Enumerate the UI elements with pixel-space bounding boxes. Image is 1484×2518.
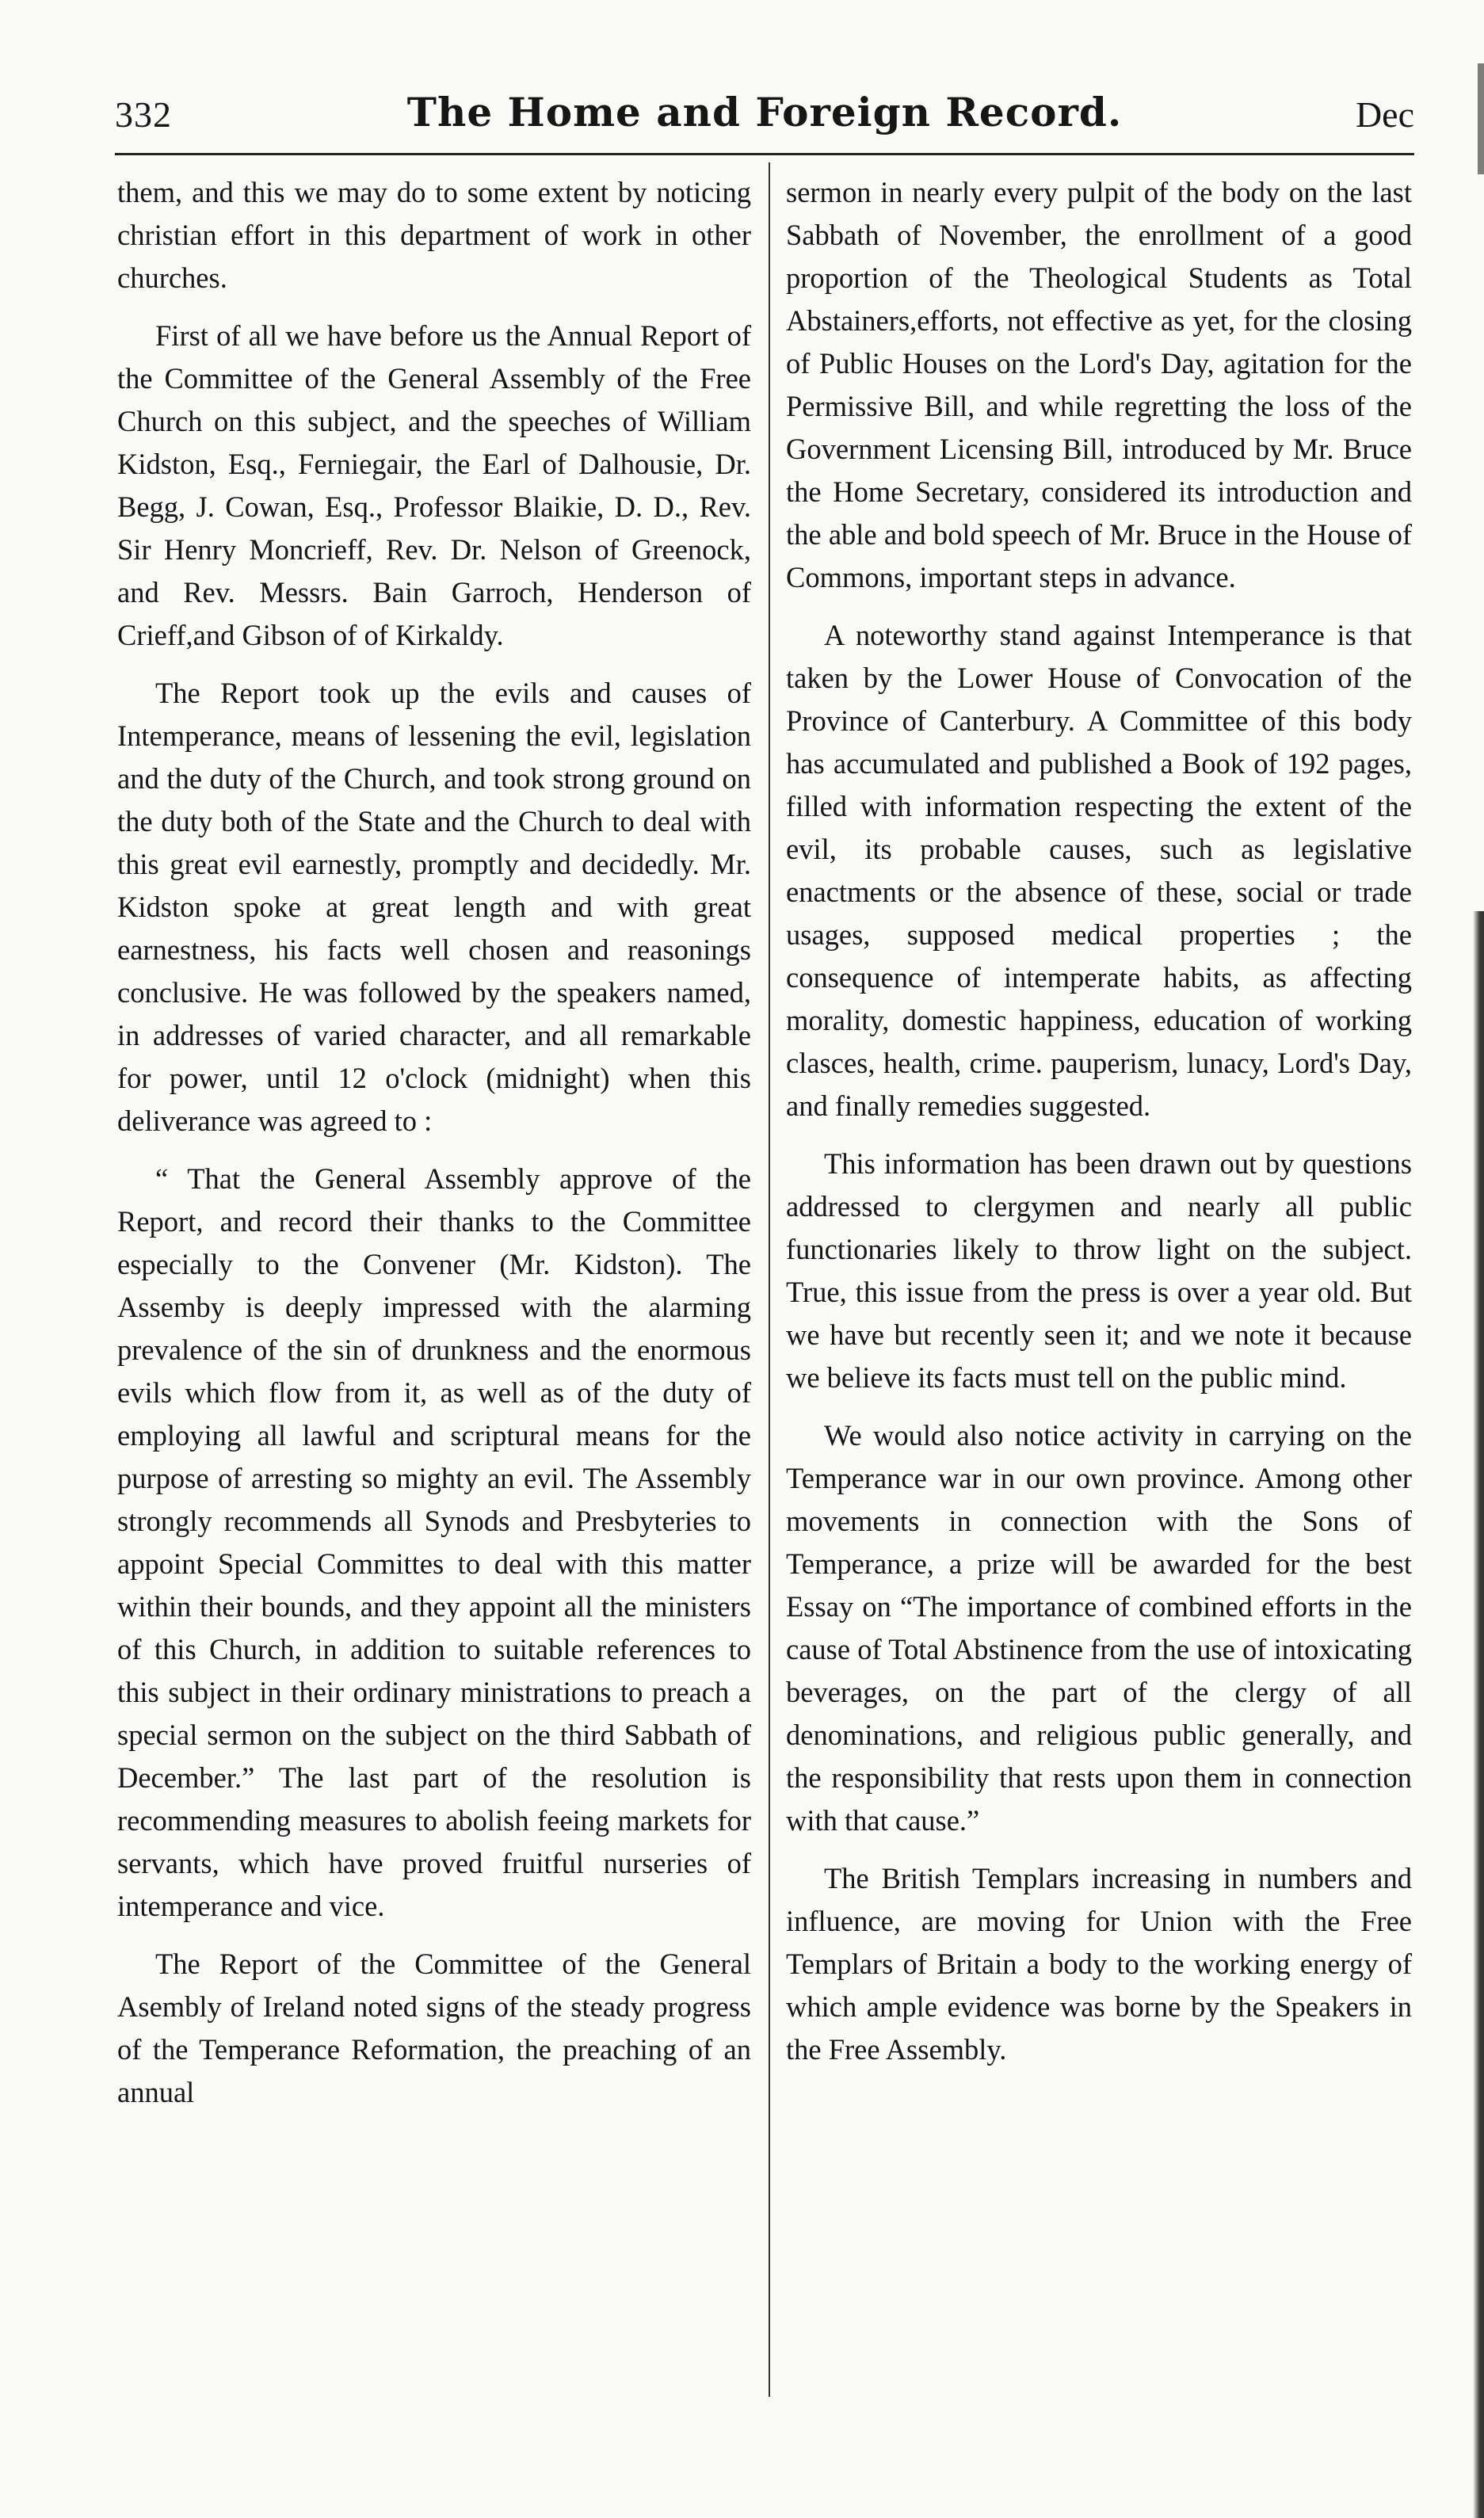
paragraph: The Report of the Committee of the General Asembly of Ireland noted signs of the steady progress of the Temperance Reformation, the preaching of an annual — [117, 1948, 751, 2108]
scan-edge-artifact — [1478, 63, 1484, 174]
paragraph: A noteworthy stand against Intemperance is that taken by the Lower House of Convocation of the Province of Canterbury. A Committee of this body has accumulated and published a Book of 192 pages, filled with information respecting the extent of the evil, its probable causes, such as legislative enactments or the absence of these, social or trade usages, supposed medical properties ; the consequence of intemperate habits, as affecting morality, domestic happiness, education of working clasces, health, crime. pauperism, lunacy, Lord's Day, and finally remedies suggested. — [786, 619, 1412, 1122]
paragraph: We would also notice activity in carrying on the Temperance war in our own province. Among other movements in connection with the Sons of Temperance, a prize will be awarded for the best Essay on “The importance of combined efforts in the cause of Total Abstinence from the use of intoxicating beverages, on the part of the clergy of all denominations, and religious public generally, and the responsibility that rests upon them in connection with that cause.” — [786, 1419, 1412, 1837]
page-header — [115, 89, 1414, 149]
scan-edge-artifact — [1473, 911, 1484, 2518]
right-column — [786, 171, 1412, 2086]
paragraph: sermon in nearly every pulpit of the body on the last Sabbath of November, the enrollment of a good proportion of the Theological Students as Total Abstainers,efforts, not effective as yet, for the closing of Public Houses on the Lord's Day, agitation for the Permissive Bill, and while regretting the loss of the Government Licensing Bill, introduced by Mr. Bruce the Home Secretary, considered its introduction and the able and bold speech of Mr. Bruce in the House of Commons, important steps in advance. — [786, 176, 1412, 593]
paragraph: them, and this we may do to some extent by noticing christian effort in this department of work in other churches. — [117, 176, 751, 294]
column-divider — [769, 162, 770, 2397]
left-column — [117, 171, 751, 2129]
header-rule — [115, 153, 1414, 155]
paragraph: The British Templars increasing in numbers and influence, are moving for Union with the Free Templars of Britain a body to the working energy of which ample evidence was borne by the Speakers in the Free Assembly. — [786, 1862, 1412, 2066]
paragraph: The Report took up the evils and causes of Intemperance, means of lessening the evil, legislation and the duty of the Church, and took strong ground on the duty both of the State and the Church to deal with this great evil earnestly, promptly and decidedly. Mr. Kidston spoke at great length and with great earnestness, his facts well chosen and reasonings conclusive. He was followed by the speakers named, in addresses of varied character, and all remarkable for power, until 12 o'clock (midnight) when this deliverance was agreed to : — [117, 677, 751, 1137]
paragraph: This information has been drawn out by questions addressed to clergymen and nearly all public functionaries likely to throw light on the subject. True, this issue from the press is over a year old. But we have but recently seen it; and we note it because we believe its facts must tell on the public mind. — [786, 1147, 1412, 1394]
header-month: Dec — [1355, 94, 1414, 135]
page-number: 332 — [115, 94, 172, 135]
paragraph: First of all we have before us the Annual Report of the Committee of the General Assembly of the Free Church on this subject, and the speeches of William Kidston, Esq., Ferniegair, the Earl of Dalhousie, Dr. Begg, J. Cowan, Esq., Professor Blaikie, D. D., Rev. Sir Henry Moncrieff, Rev. Dr. Nelson of Greenock, and Rev. Messrs. Bain Garroch, Henderson of Crieff,and Gibson of of Kirkaldy. — [117, 319, 751, 651]
quoted-resolution: “ That the General Assembly approve of the Report, and record their thanks to the Committee especially to the Convener (Mr. Kidston). The Assemby is deeply impressed with the alarming prevalence of the sin of drunkness and the enormous evils which flow from it, as well as of the duty of employing all lawful and scriptural means for the purpose of arresting so mighty an evil. The Assembly strongly recommends all Synods and Presbyteries to appoint Special Committes to deal with this matter within their bounds, and they appoint all the ministers of this Church, in addition to suitable references to this subject in their ordinary ministrations to preach a special sermon on the subject on the third Sabbath of December.” The last part of the resolution is recommending measures to abolish feeing markets for servants, which have proved fruitful nurseries of intemperance and vice. — [117, 1162, 751, 1922]
running-title: The Home and Foreign Record. — [406, 89, 1123, 135]
